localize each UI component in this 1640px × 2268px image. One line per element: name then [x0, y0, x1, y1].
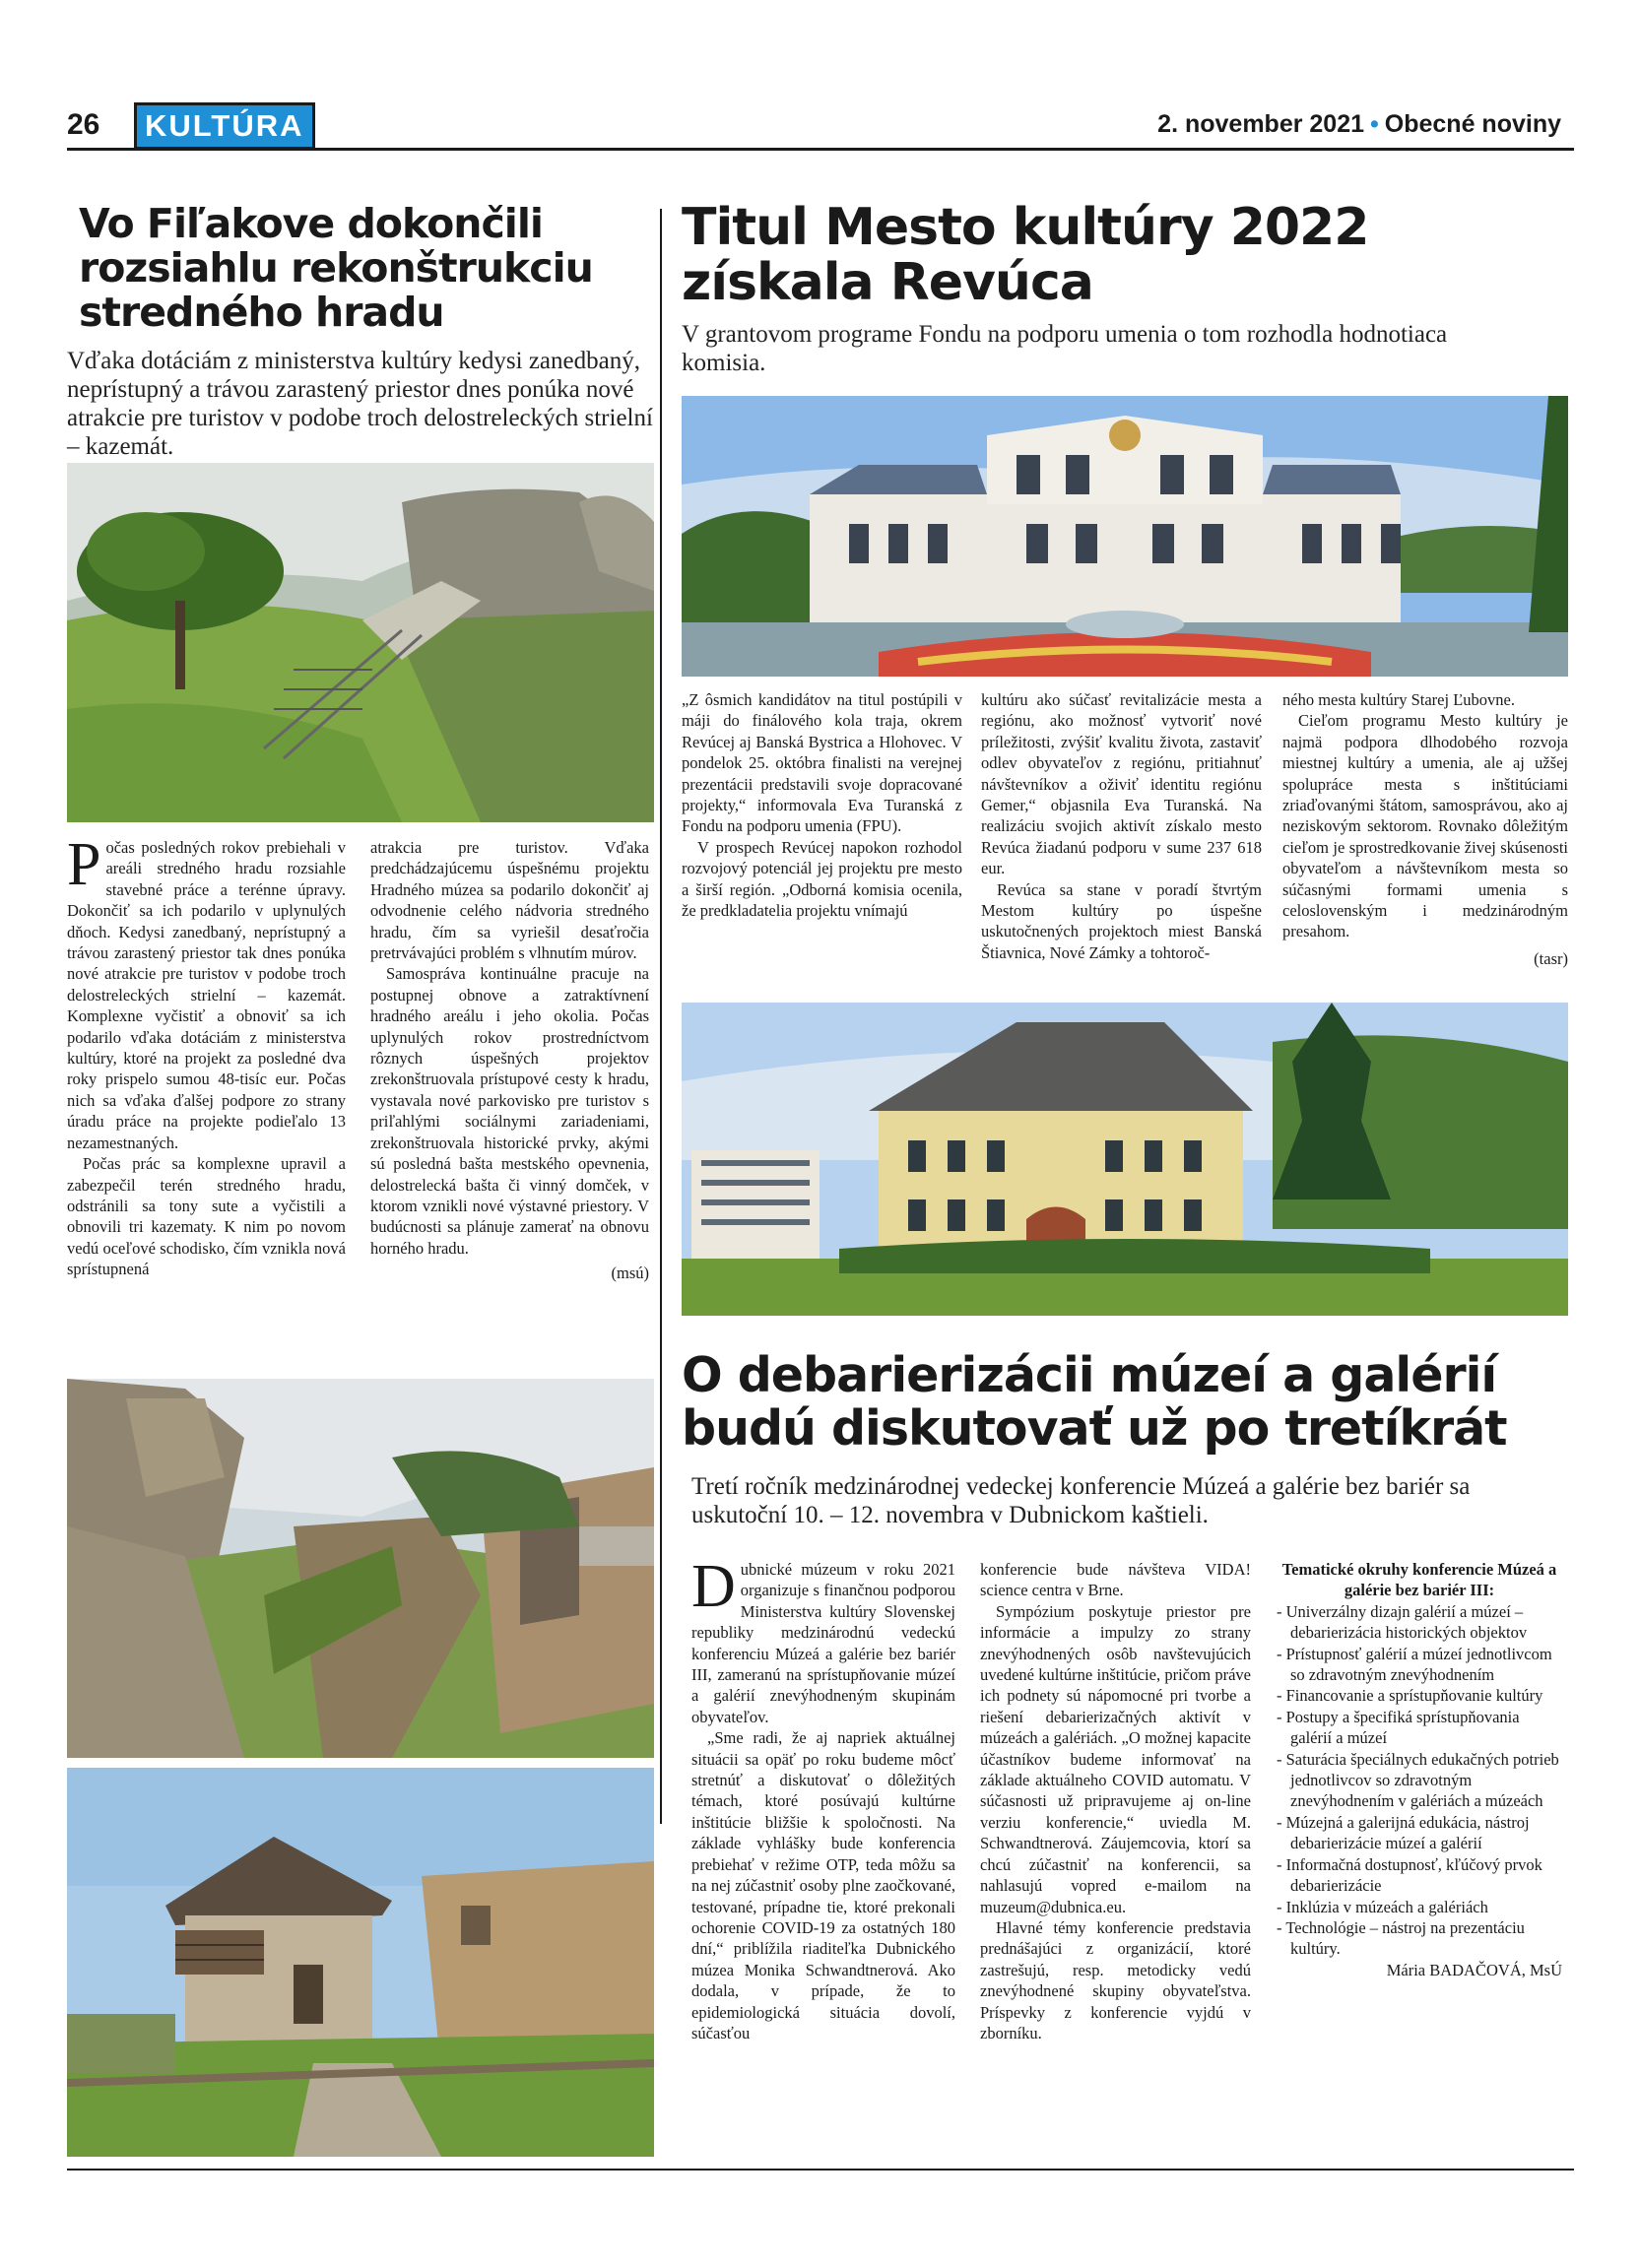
topic-item — [1277, 1749, 1562, 1812]
article1-lead: Vďaka dotáciám z ministerstva kultúry kedysi zanedbaný, neprístupný a trávou zarastený priestor dnes ponúka nové atrakcie pre turistov v podobe troch delostreleckých strielní – kazemát. — [67, 348, 653, 460]
article3-paragraph: „Sme radi, že aj napriek aktuálnej situácii sa opäť po roku budeme môcť stretnúť a diskutovať o dôležitých témach, ktoré posúvajú kultúrne inštitúcie bližšie k spoločnosti. Na základe vyhlášky bude konferencia prebiehať v režime OTP, teda môžu sa na nej zúčastniť osoby plne zaočkované, testované, prípadne tie, ktoré prekonali ochorenie COVID-19 za ostatných 180 dní,“ priblížila riaditeľka Dubnického múzea Monika Schwandtnerová. Ako dodala, v prípade, že to epidemiologická situácia dovolí, súčasťou — [691, 1728, 955, 2042]
separator-dot: • — [1370, 110, 1379, 138]
article3-column-1 — [691, 1553, 955, 2043]
topic-text: Univerzálny dizajn galérií a múzeí – debarierizácia historických objektov — [1285, 1601, 1528, 1643]
issue-info — [1157, 110, 1561, 139]
topic-bullet: - — [1277, 1644, 1286, 1663]
article2-column-3 — [1282, 689, 1568, 969]
topic-item — [1277, 1685, 1562, 1706]
topic-bullet: - — [1277, 1601, 1286, 1621]
article3-title: O debarierizácii múzeí a galérií budú diskutovať už po tretíkrát — [682, 1347, 1507, 1457]
article2-lead: V grantovom programe Fondu na podporu umenia o tom rozhodla hodnotiaca komisia. — [682, 321, 1448, 376]
castle-photo-1 — [67, 463, 654, 822]
topic-item — [1277, 1644, 1562, 1686]
article3-paragraph: Hlavné témy konferencie predstavia prednášajúci z organizácií, ktoré zastrešujú, resp. metodicky vedú znevýhodnené skupiny obyvateľstva. Príspevky z konferencie vyjdú v zborníku. — [980, 1917, 1251, 2042]
revuca-building-photo — [682, 396, 1568, 677]
article2-paragraph: „Z ôsmich kandidátov na titul postúpili v máji do finálového kola traja, okrem Revúcej aj Banská Bystrica a Hlohovec. V pondelok 25. októbra finalisti na verejnej prezentácii predstavili svoje dopracované projekty,“ informovala Eva Turanská z Fondu na podporu umenia (FPU). — [682, 690, 962, 836]
article1-column-2 — [370, 837, 649, 1284]
footer-rule — [67, 2169, 1574, 2171]
column-divider — [660, 209, 662, 1824]
topic-item — [1277, 1897, 1562, 1917]
topic-bullet: - — [1277, 1686, 1286, 1706]
topic-text: Múzejná a galerijná edukácia, nástroj debarierizácie múzeí a galérií — [1285, 1812, 1530, 1853]
castle-photo-2 — [67, 1379, 654, 1758]
topic-bullet: - — [1277, 1854, 1286, 1874]
article3-paragraph: konferencie bude návšteva VIDA! science centra v Brne. — [980, 1560, 1251, 1600]
article1-title: Vo Fiľakove dokončili rozsiahlu rekonštrukciu stredného hradu — [79, 200, 593, 336]
topic-bullet: - — [1277, 1897, 1286, 1916]
topic-text: Saturácia špeciálnych edukačných potrieb jednotlivcov so zdravotným znevýhodnením v galériách a múzeách — [1285, 1749, 1559, 1811]
revuca-manor-photo — [682, 1003, 1568, 1316]
topic-bullet: - — [1277, 1917, 1286, 1937]
article3-signature: Mária BADAČOVÁ, MsÚ — [1386, 1960, 1562, 1979]
article3-paragraph: ubnické múzeum v roku 2021 organizuje s finančnou podporou Ministerstva kultúry Slovenskej republiky medzinárodnú vedeckú konferenciu Múzeá a galérie bez bariér III, zameranú na sprístupňovanie múzeí a galérií znevýhodneným skupinám obyvateľov. — [691, 1560, 955, 1726]
article1-paragraph: očas posledných rokov prebiehali v areáli stredného hradu rozsiahle stavebné práce a terénne úpravy. Dokončiť sa ich podarilo v uplynulých dňoch. Kedysi zanedbaný, neprístupný a trávou zarastený priestor tak dnes ponúka nové atrakcie pre turistov v podobe troch delostreleckých strielní – kazemát. Komplexne vyčistiť a obnoviť sa ich podarilo vďaka dotáciám z ministerstva kultúry, ktoré na projekt za posledné dva roky prispelo sumou 48-tisíc eur. Počas nich sa vďaka ďalšej podpore zo strany úradu práce na projekte podieľalo 13 nezamestnaných. — [67, 838, 346, 1152]
article3-column-2 — [980, 1559, 1251, 2043]
topic-text: Technológie – nástroj na prezentáciu kultúry. — [1285, 1917, 1525, 1959]
article2-paragraph: kultúru ako súčasť revitalizácie mesta a regiónu, ako možnosť vytvoriť nové príležitosti, zvýšiť kvalitu života, zastaviť odlev obyvateľov z regiónu, pritiahnuť návštevníkov a oživiť identitu regiónu Gemer,“ objasnila Eva Turanská. Na realizáciu svojich aktivít získalo mesto Revúca žiadanú podporu v sume 237 618 eur. — [981, 690, 1262, 878]
article3-topics-box — [1277, 1559, 1562, 1980]
article2-paragraph: V prospech Revúcej napokon rozhodol rozvojový potenciál jej projektu pre mesto a širší región. „Odborná komisia ocenila, že predkladatelia projektu vnímajú — [682, 837, 962, 921]
article2-paragraph: Cieľom programu Mesto kultúry je najmä podpora dlhodobého rozvoja miestnej kultúry a umenia, ale aj užšej spolupráce mesta s inštitúciami zriaďovanými štátom, samosprávou, ako aj neziskovým sektorom. Rovnako dôležitým cieľom je sprostredkovanie živej skúsenosti obyvateľom a návštevníkom mesta so súčasnými formami umenia s celoslovenským i medzinárodným presahom. — [1282, 711, 1568, 941]
issue-date: 2. november 2021 — [1157, 110, 1365, 138]
article1-paragraph: Samospráva kontinuálne pracuje na postupnej obnove a zatraktívnení hradného areálu i jeho okolia. Počas uplynulých rokov prostredníctvom rôznych úspešných projektov zrekonštruovala prístupové cesty k hradu, vystavala nové parkovisko pre turistov s priľahlými sociálnymi zariadeniami, zrekonštruovala historické prvky, akými sú posledná bašta mestského opevnenia, delostrelecká bašta či vinný domček, v ktorom vznikli nové výstavné priestory. V budúcnosti sa plánuje zamerať na obnovu horného hradu. — [370, 964, 649, 1258]
section-label: KULTÚRA — [134, 102, 315, 150]
topic-bullet: - — [1277, 1749, 1286, 1769]
article1-paragraph: Počas prác sa komplexne upravil a zabezpečil terén stredného hradu, odstránili sa tony sute a vyčistili a obnovili tri kazematy. K nim po novom vedú oceľové schodisko, čím vznikla nová sprístupnená — [67, 1154, 346, 1279]
castle-photo-3 — [67, 1768, 654, 2157]
header-rule — [67, 148, 1574, 151]
article1-signature: (msú) — [611, 1264, 649, 1283]
drop-cap: P — [67, 831, 101, 898]
topic-text: Financovanie a sprístupňovanie kultúry — [1285, 1686, 1543, 1706]
article2-column-2 — [981, 689, 1262, 963]
article2-column-1 — [682, 689, 962, 921]
topic-item — [1277, 1707, 1562, 1749]
article3-paragraph: Sympózium poskytuje priestor pre informácie a impulzy zo strany znevýhodnených osôb navštevujúcich uvedené kultúrne inštitúcie, pričom práve ich podnety sú nápomocné pri tvorbe a riešení debarierizačných aktivít v múzeách a galériách. „O možnej kapacite účastníkov budeme informovať na základe aktuálneho COVID automatu. V súčasnosti už pripravujeme aj on-line verziu konferencie,“ uviedla M. Schwandtnerová. Záujemcovia, ktorí sa chcú zúčastniť na konferencii, sa nahlasujú vopred e-mailom na muzeum@dubnica.eu. — [980, 1601, 1251, 1916]
topic-text: Postupy a špecifiká sprístupňovania galérií a múzeí — [1285, 1707, 1520, 1748]
topic-item — [1277, 1917, 1562, 1960]
article2-paragraph: Revúca sa stane v poradí štvrtým Mestom kultúry po úspešne uskutočnených projektoch miest Banská Štiavnica, Nové Zámky a tohtoroč- — [981, 879, 1262, 962]
topic-text: Inklúzia v múzeách a galériách — [1285, 1897, 1488, 1916]
drop-cap: D — [691, 1553, 736, 1620]
topic-bullet: - — [1277, 1812, 1286, 1832]
topic-text: Informačná dostupnosť, kľúčový prvok debarierizácie — [1285, 1854, 1542, 1896]
topic-text: Prístupnosť galérií a múzeí jednotlivcom so zdravotným znevýhodnením — [1285, 1644, 1552, 1685]
article3-lead: Tretí ročník medzinárodnej vedeckej konferencie Múzeá a galérie bez bariér sa uskutoční 10. – 12. novembra v Dubnickom kaštieli. — [691, 1473, 1471, 1528]
article1-column-1 — [67, 831, 346, 1280]
topics-list — [1277, 1601, 1562, 1960]
topics-box-title: Tematické okruhy konferencie Múzeá a galérie bez bariér III: — [1281, 1560, 1557, 1600]
newspaper-name: Obecné noviny — [1384, 110, 1561, 138]
article2-paragraph: ného mesta kultúry Starej Ľubovne. — [1282, 690, 1515, 709]
topic-item — [1277, 1601, 1562, 1644]
topic-bullet: - — [1277, 1707, 1286, 1726]
topic-item — [1277, 1812, 1562, 1854]
topic-item — [1277, 1854, 1562, 1897]
page-number: 26 — [67, 108, 100, 141]
article2-title: Titul Mesto kultúry 2022 získala Revúca — [682, 198, 1369, 312]
article1-paragraph: atrakcia pre turistov. Vďaka predchádzajúcemu úspešnému projektu Hradného múzea sa podarilo dokončiť aj odvodnenie celého nádvoria stredného hradu, čím sa vyriešil desaťročia pretrvávajúci problém s vlhnutím múrov. — [370, 838, 649, 963]
article2-signature: (tasr) — [1534, 948, 1568, 968]
